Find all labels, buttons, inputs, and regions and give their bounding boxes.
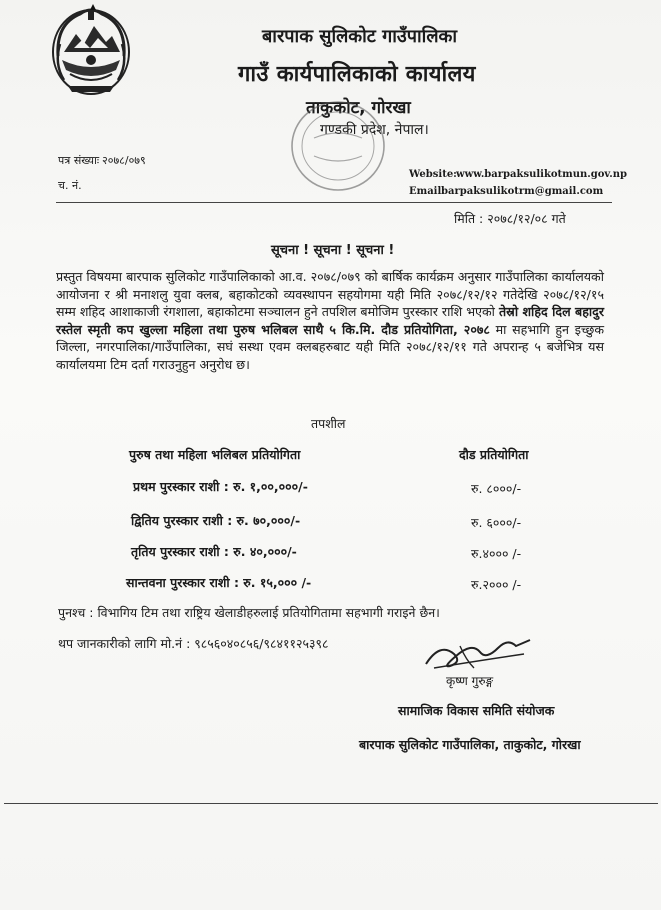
footer-divider: [4, 803, 658, 804]
signatory-name: कृष्ण गुरुङ्ग: [446, 674, 494, 688]
municipality-name: बारपाक सुलिकोट गाउँपालिका: [262, 26, 458, 47]
letter-number-label: पत्र संख्याः: [58, 154, 100, 167]
office-location: ताकुकोट, गोरखा: [306, 98, 411, 118]
email-label: Email:: [409, 186, 445, 197]
office-province: गण्डकी प्रदेश, नेपाल।: [320, 122, 429, 138]
contact-numbers: थप जानकारीको लागि मो.नं : ९८५६०४०८५६/९८४११२५३९८: [58, 636, 329, 651]
header-divider: [56, 202, 612, 203]
letter-number-value: २०७८/०७९: [102, 154, 146, 167]
postscript-note: पुनश्च : विभागिय टिम तथा राष्ट्रिय खेलाडीहरुलाई प्रतियोगितामा सहभागी गराइने छैन।: [58, 605, 440, 620]
signatory-title: सामाजिक विकास समिति संयोजक: [398, 703, 555, 718]
volleyball-column-title: पुरुष तथा महिला भलिबल प्रतियोगिता: [129, 447, 301, 462]
race-prize-first: रु. ८०००/-: [471, 481, 522, 496]
notice-body-part1: प्रस्तुत विषयमा बारपाक सुलिकोट गाउँपालिकाको आ.व. २०७८/०७९ को बार्षिक कार्यक्रम अनुसार गाउँपालिका कार्यालयको आयोजना र श्री मनाशलु युवा क्लब, बहाकोटको व्यवस्थापन सहयोगमा यही मिति २०७८/१२/१२ गतेदेखि २०७८/१२/१५ सम्म शहिद आशाकाजी रंगशाला, बहाकोटमा सञ्चालन हुने तपशिल बमोजिम पुरस्कार राशि भएको: [56, 269, 604, 320]
website-link[interactable]: www.barpaksulikotmun.gov.np: [456, 169, 627, 180]
prize-row-second: द्वितिय पुरस्कार राशी : रु. ७०,०००/-: [131, 513, 301, 528]
nepal-emblem-logo: [50, 4, 132, 96]
dispatch-number-label: च. नं.: [58, 179, 82, 192]
notice-body-part2: मा सहभागि हुन इच्छुक जिल्ला, नगरपालिका/गाउँपालिका, सघं सस्था एवम क्लबहरुबाट यही मिति २०७८/१२/११ गते अपरान्ह ५ बजेभित्र यस कार्यालयमा टिम दर्ता गराउनुहुन अनुरोध छ।: [56, 321, 605, 372]
office-name: गाउँ कार्यपालिकाको कार्यालय: [238, 62, 476, 87]
prize-row-first: प्रथम पुरस्कार राशी : रु. १,००,०००/-: [133, 479, 308, 494]
office-stamp: [288, 98, 388, 194]
signatory-organization: बारपाक सुलिकोट गाउँपालिका, ताकुकोट, गोरखा: [359, 737, 581, 752]
email-link[interactable]: barpaksulikotrm@gmail.com: [441, 186, 604, 197]
race-prize-consolation: रु.२००० /-: [471, 577, 522, 592]
notice-body-event-name: तेस्रो शहिद दिल बहादुर रस्तेल स्मृती कप खुल्ला महिला तथा पुरुष भलिबल साथै ५ कि.मि. दौड प्रतियोगिता, २०७८: [56, 304, 605, 337]
notice-body: [56, 268, 604, 374]
handwritten-signature: [420, 632, 540, 676]
race-prize-second: रु. ६०००/-: [471, 515, 522, 530]
prize-row-third: तृतिय पुरस्कार राशी : रु. ४०,०००/-: [131, 544, 297, 559]
prize-row-consolation: सान्तवना पुरस्कार राशी : रु. १५,००० /-: [126, 575, 312, 590]
race-column-title: दौड प्रतियोगिता: [459, 447, 529, 462]
notice-heading: सूचना ! सूचना ! सूचना !: [271, 243, 395, 258]
race-prize-third: रु.४००० /-: [471, 546, 522, 561]
letter-date: मिति : २०७८/१२/०८ गते: [454, 211, 566, 226]
details-heading: तपशील: [311, 416, 346, 431]
website-label: Website:: [409, 169, 457, 180]
